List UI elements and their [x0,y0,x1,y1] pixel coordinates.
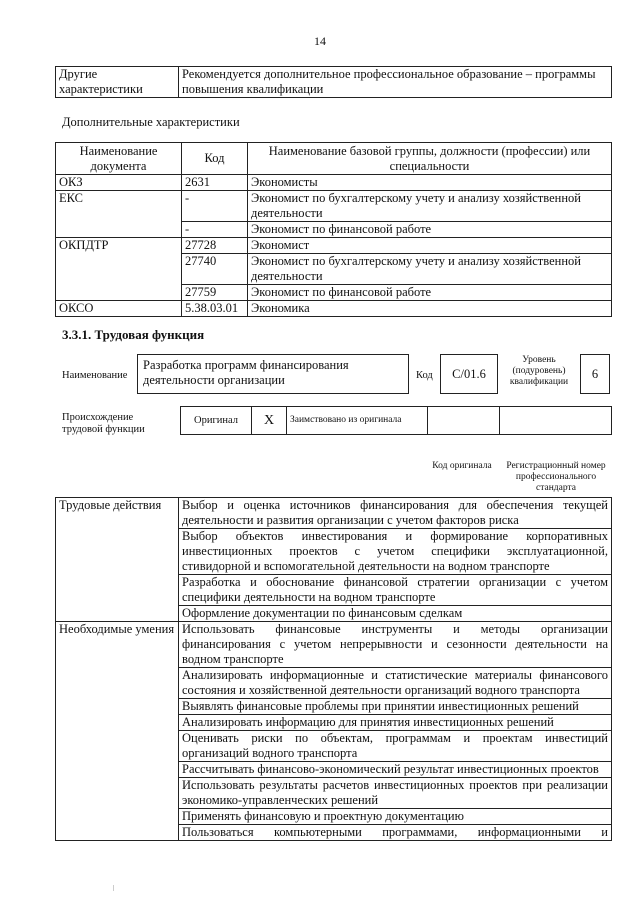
name-cell: Экономист по финансовой работе [248,285,612,301]
table-row [56,622,612,668]
table-row [56,498,612,529]
list-item: Выбор объектов инвестирования и формирование корпоративных инвестиционных проектов с учетом специфики эксплуатационной, стивидорной и вспомогательной деятельности на водном транспорте [179,529,612,575]
list-item: Выявлять финансовые проблемы при принятии инвестиционных решений [179,699,612,715]
doc-cell: ОКПДТР [56,238,182,301]
reg-number-label: Регистрационный номер профессионального стандарта [506,461,606,493]
header-group-name: Наименование базовой группы, должности (профессии) или специальности [248,143,612,175]
page-number: 14 [314,34,326,48]
labor-actions-label: Трудовые действия [56,498,179,622]
origin-table [180,406,612,435]
labor-function-table [55,497,612,841]
additional-characteristics-table [55,142,612,317]
skills-label: Необходимые умения [56,622,179,841]
origin-label: Происхождение трудовой функции [62,412,145,435]
table-row [56,301,612,317]
other-characteristics-table [55,66,612,98]
list-item: Пользоваться компьютерными программами, информационными и [179,825,612,841]
name-cell: Экономисты [248,175,612,191]
other-characteristics-label: Другие характеристики [56,67,179,98]
other-characteristics-value: Рекомендуется дополнительное профессиональное образование – программы повышения квалификации [179,67,612,98]
list-item: Рассчитывать финансово-экономический результат инвестиционных проектов [179,762,612,778]
list-item: Анализировать информацию для принятия инвестиционных решений [179,715,612,731]
additional-characteristics-title: Дополнительные характеристики [62,115,240,129]
code-cell: 2631 [182,175,248,191]
name-cell: Экономист по бухгалтерскому учету и анализу хозяйственной деятельности [248,191,612,222]
level-value-box: 6 [580,354,610,394]
table-row [56,238,612,254]
code-label: Код [416,370,433,381]
doc-cell: ОКЗ [56,175,182,191]
list-item: Анализировать информационные и статистические материалы финансового состояния и хозяйственной деятельности организаций водного транспорта [179,668,612,699]
scan-mark [113,885,114,891]
list-item: Применять финансовую и проектную документацию [179,809,612,825]
function-name-box: Разработка программ финансирования деятельности организации [137,354,409,394]
name-cell: Экономист по бухгалтерскому учету и анализу хозяйственной деятельности [248,254,612,285]
table-row [56,191,612,222]
name-cell: Экономист по финансовой работе [248,222,612,238]
level-label: Уровень (подуровень) квалификации [509,355,569,387]
code-cell: - [182,191,248,222]
function-code-box: С/01.6 [440,354,498,394]
borrowed-label: Заимствовано из оригинала [287,407,428,435]
code-cell: - [182,222,248,238]
name-cell: Экономика [248,301,612,317]
list-item: Выбор и оценка источников финансирования для обеспечения текущей деятельности и развития организации с учетом факторов риска [179,498,612,529]
code-cell: 5.38.03.01 [182,301,248,317]
list-item: Разработка и обоснование финансовой стратегии организации с учетом специфики деятельности на водном транспорте [179,575,612,606]
doc-cell: ЕКС [56,191,182,238]
header-document: Наименование документа [56,143,182,175]
header-code: Код [182,143,248,175]
code-original-label: Код оригинала [432,461,492,471]
code-cell: 27740 [182,254,248,285]
code-cell: 27759 [182,285,248,301]
list-item: Использовать результаты расчетов инвестиционных проектов при реализации экономико-управленческих решений [179,778,612,809]
section-heading: 3.3.1. Трудовая функция [62,327,205,342]
original-mark: X [252,407,287,435]
name-cell: Экономист [248,238,612,254]
name-label: Наименование [62,370,128,381]
reg-number-cell [500,407,612,435]
original-label: Оригинал [181,407,252,435]
code-original-cell [428,407,500,435]
table-row [56,175,612,191]
list-item: Оформление документации по финансовым сделкам [179,606,612,622]
doc-cell: ОКСО [56,301,182,317]
code-cell: 27728 [182,238,248,254]
list-item: Оценивать риски по объектам, программам и проектам инвестиций организаций водного транспорта [179,731,612,762]
list-item: Использовать финансовые инструменты и методы организации финансирования с учетом непрерывности и сезонности деятельности на водном транспорте [179,622,612,668]
